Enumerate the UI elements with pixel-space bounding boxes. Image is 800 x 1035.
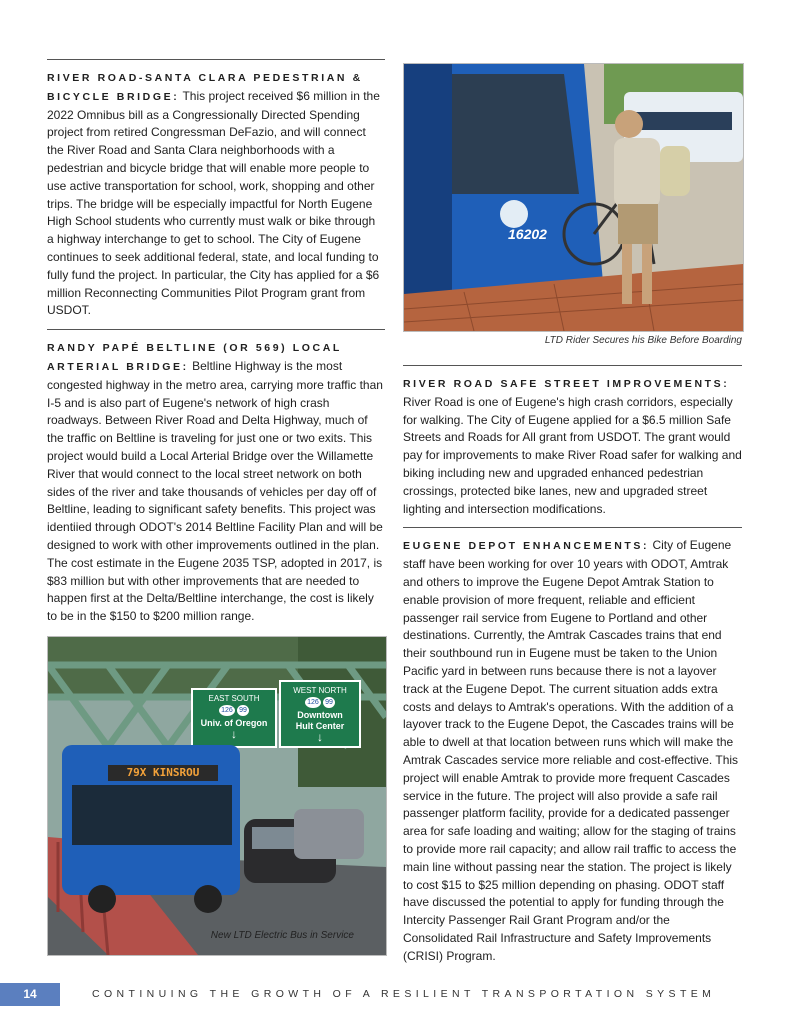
sign-downtown-hult <box>280 685 360 743</box>
route-shield-icon: 99 <box>325 699 333 706</box>
photo-electric-bus <box>47 636 387 956</box>
section-body: City of Eugene staff have been working for over 10 years with ODOT, Amtrak and others to improve the Eugene Depot Amtrak Station to enable provision of more frequent, reliable and efficient passenger rail service from Eugene to Portland and other destinations. Currently, the Amtrak Cascades trains that end their southbound run in Eugene must be taken to the Union Pacific yard in between runs because there is not a layover track at the Eugene Depot. The current situation adds extra costs and delays to Amtrak's operations. With the addition of a layover track to the Eugene Depot, the Cascades trains will be able to dwell at that location between runs which will make the Amtrak Cascades service more reliable and cost-effective. This project will enable Amtrak to provide more frequent Cascades service in the future. The project will also provide a safe rail passenger platform facility, provide for a dedicated passenger area for safe loading and waiting; allow for the staging of trains to provide more rail capacity; and allow rail traffic to access the main line without passing near the station. The project is likely to cost $15 to $25 million depending on phasing. ODOT staff have discussed the potential to apply for funding through the Intercity Passenger Rail Grant Program and/or the Consolidated Rail Infrastructure and Safety Improvements (CRISI) Program. <box>403 538 739 963</box>
section-beltline-bridge <box>47 329 385 626</box>
section-heading: RANDY PAPÉ BELTLINE (OR 569) LOCAL ARTERIAL BRIDGE: <box>47 342 342 373</box>
arrow-down-icon: ↓ <box>231 727 237 741</box>
route-shield-icon: 126 <box>221 707 233 714</box>
footer-title: CONTINUING THE GROWTH OF A RESILIENT TRANSPORTATION SYSTEM <box>92 988 716 1000</box>
route-shield-icon: 99 <box>239 707 247 714</box>
bus-route-display: 79X KINSROU <box>126 766 200 779</box>
section-river-road-safe-street <box>403 365 742 518</box>
bike-rack-illustration <box>404 64 743 331</box>
sign-destination: Hult Center <box>295 721 345 731</box>
section-body: This project received $6 million in the 2022 Omnibus bill as a Congressionally Directed Spending project from retired Congressman DeFazio, and will connect the River Road and Santa Clara neighborhoods with a pedestrian and bicycle bridge that will enable more people to use active transportation for school, work, shopping and other trips. The bridge will be especially impactful for North Eugene High School students who currently must walk or bike through a highway interchange to get to school. The City of Eugene continues to seek additional federal, state, and local funding to fully fund the project. In particular, the City has applied for a $6 million Reconnecting Communities Pilot Program grant from USDOT. <box>47 88 380 318</box>
section-body: Beltline Highway is the most congested highway in the metro area, carrying more traffic than I-5 and is also part of Eugene's network of high crash roadways. Between River Road and Delta Highway, much of the traffic on Beltline is traveling for just one or two exits. This project would build a Local Arterial Bridge over the Willamette River that would connect to the local street network on both sides of the river and take thousands of vehicles per day off of Beltline, leading to significant safety benefits. This project was identiied through ODOT's 2014 Beltline Facility Plan and will be designed to work with other improvements outlined in the plan. The cost estimate in the Eugene 2035 TSP, adopted in 2017, is $83 million but with other improvements that are needed to happen first at the Delta/Beltline interchange, the cost is likely to be in the $150 to $200 million range. <box>47 358 383 624</box>
section-heading: EUGENE DEPOT ENHANCEMENTS: <box>403 540 650 553</box>
arrow-down-icon: ↓ <box>317 730 323 744</box>
bus-number: 16202 <box>508 226 547 242</box>
right-column <box>403 365 742 966</box>
sign-destination: Univ. of Oregon <box>200 718 268 728</box>
sign-univ-oregon <box>192 693 276 740</box>
route-shield-icon: 126 <box>307 699 319 706</box>
section-eugene-depot <box>403 527 742 965</box>
section-body: River Road is one of Eugene's high crash corridors, especially for walking. The City of Eugene applied for a $6.5 million Safe Streets and Roads for All grant from USDOT. The grant would pay for improvements to make River Road safer for walking and biking including new and upgraded enhanced pedestrian crossings, protected bike lanes, new and upgraded street lighting and intersection modifications. <box>403 394 742 516</box>
section-heading: RIVER ROAD SAFE STREET IMPROVEMENTS: <box>403 378 730 390</box>
section-river-road-santa-clara <box>47 59 385 320</box>
page-number: 14 <box>0 983 60 1006</box>
left-column <box>47 59 385 626</box>
photo-caption: New LTD Electric Bus in Service <box>210 930 354 941</box>
sign-directions: WEST NORTH <box>293 686 347 695</box>
sign-directions: EAST SOUTH <box>208 694 260 703</box>
photo-bike-rider <box>403 63 744 332</box>
section-heading: RIVER ROAD-SANTA CLARA PEDESTRIAN & BICYCLE BRIDGE: <box>47 72 363 103</box>
photo-caption: LTD Rider Secures his Bike Before Boarding <box>544 335 742 346</box>
sign-destination: Downtown <box>297 710 343 720</box>
